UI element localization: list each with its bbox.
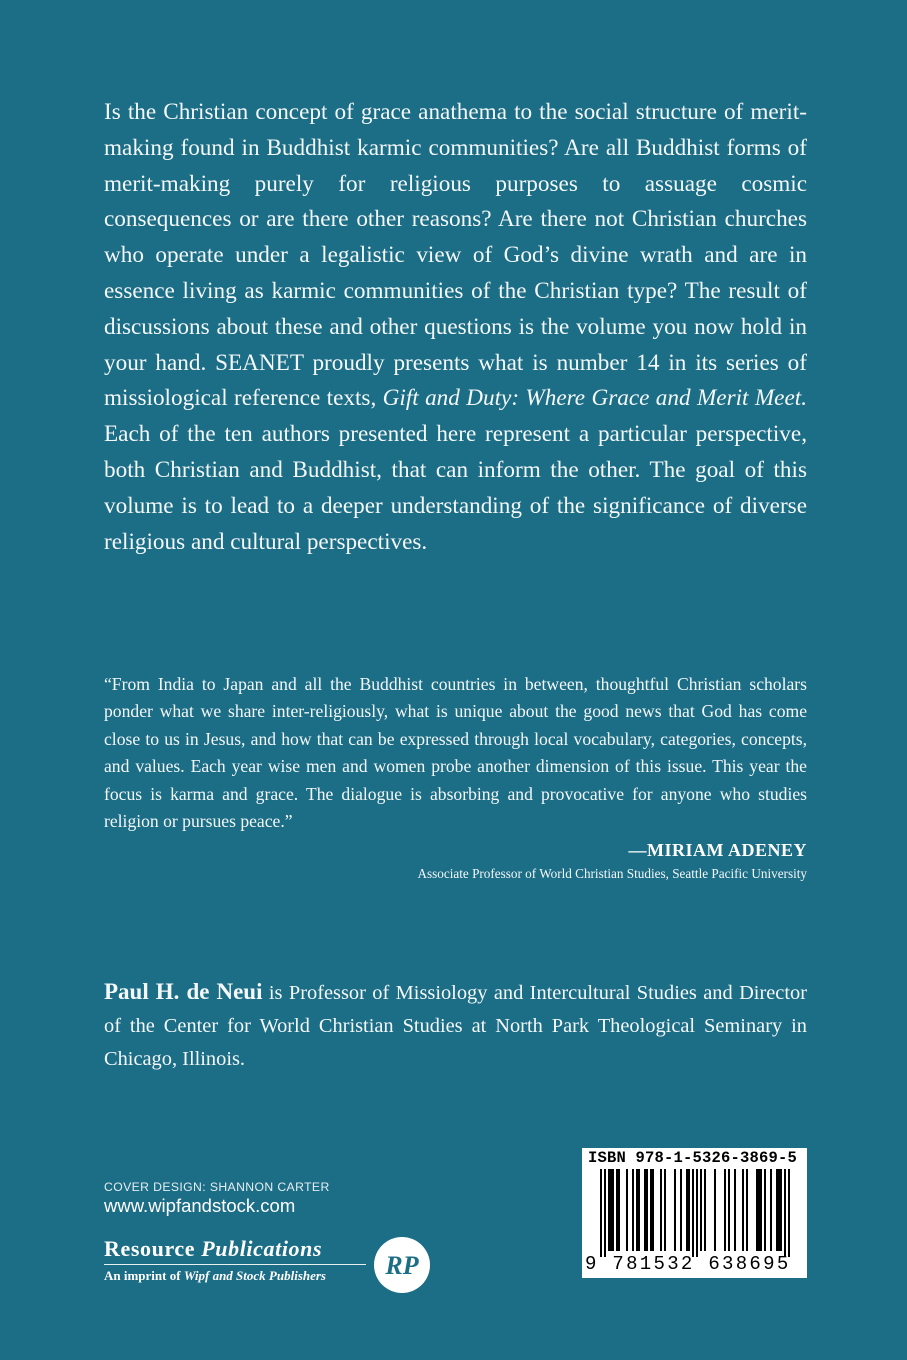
barcode-bar bbox=[664, 1169, 666, 1251]
barcode-bar bbox=[616, 1169, 618, 1251]
barcode-bar bbox=[618, 1169, 620, 1251]
description-text-part2: Each of the ten authors presented here represent a particular perspective, both Christian and Buddhist, that can inform the other. The goal of this volume is to lead to a deeper understanding of the significance of diverse religious and cultural perspectives. bbox=[104, 421, 807, 555]
barcode-bar bbox=[652, 1169, 654, 1251]
barcode-bar bbox=[692, 1169, 694, 1257]
barcode-bar bbox=[776, 1169, 778, 1251]
barcode-bar bbox=[728, 1169, 730, 1251]
barcode-bar bbox=[760, 1169, 762, 1251]
barcode-bar bbox=[758, 1169, 760, 1251]
isbn-label: ISBN 978-1-5326-3869-5 bbox=[588, 1149, 798, 1167]
barcode-bar bbox=[764, 1169, 766, 1251]
barcode-bar bbox=[610, 1169, 612, 1251]
publisher-imprint: An imprint of Wipf and Stock Publishers bbox=[104, 1268, 326, 1283]
endorser-title: Associate Professor of World Christian Studies, Seattle Pacific University bbox=[417, 866, 807, 881]
barcode-bar bbox=[714, 1169, 716, 1251]
barcode-bar bbox=[638, 1169, 640, 1251]
barcode-bar bbox=[696, 1169, 698, 1257]
rp-logo-text: RP bbox=[385, 1251, 419, 1280]
barcode-bar bbox=[604, 1169, 606, 1257]
barcode-bar bbox=[700, 1169, 702, 1251]
barcode-bar bbox=[686, 1169, 688, 1251]
author-name: Paul H. de Neui bbox=[104, 979, 263, 1004]
description-text-part1: Is the Christian concept of grace anathema to the social structure of merit-making found in Buddhist karmic communities? Are all Buddhist forms of merit-making purely for religious purposes to assuage cosmic consequences or are there other reasons? Are there not Christian churches who operate under a legalistic view of God’s divine wrath and are in essence living as karmic communities of the Christian type? The result of discussions about these and other questions is the volume you now hold in your hand. SEANET proudly presents what is number 14 in its series of missiological reference texts, bbox=[104, 99, 807, 412]
book-title: Gift and Duty: Where Grace and Merit Meet. bbox=[382, 385, 807, 412]
barcode-bar bbox=[646, 1169, 648, 1251]
barcode-bar bbox=[612, 1169, 614, 1251]
barcode-bar bbox=[704, 1169, 706, 1251]
isbn-barcode bbox=[582, 1148, 807, 1278]
barcode-bar bbox=[756, 1169, 758, 1251]
publisher-name: Resource Publications bbox=[104, 1236, 366, 1265]
barcode-bar bbox=[636, 1169, 638, 1251]
barcode-bar bbox=[788, 1169, 790, 1257]
barcode-bar bbox=[724, 1169, 726, 1251]
barcode-bar bbox=[746, 1169, 748, 1251]
endorser-name: —MIRIAM ADENEY bbox=[628, 840, 807, 860]
barcode-bar bbox=[778, 1169, 780, 1251]
description-paragraph bbox=[104, 95, 807, 560]
barcode-bar bbox=[674, 1169, 676, 1251]
barcode-bar bbox=[660, 1169, 662, 1251]
rp-logo-icon bbox=[373, 1236, 431, 1294]
endorsement-quote: “From India to Japan and all the Buddhist countries in between, thoughtful Christian scholars ponder what we share inter-religiously, what is unique about the good news that God has come close to us in Jesus, and how that can be expressed through local vocabulary, categories, concepts, and values. Each year wise men and women probe another dimension of this issue. This year the focus is karma and grace. The dialogue is absorbing and provocative for anyone who studies religion or pursues peace.” bbox=[104, 674, 807, 832]
barcode-bars bbox=[582, 1169, 807, 1257]
barcode-bar bbox=[680, 1169, 682, 1251]
barcode-bar bbox=[780, 1169, 782, 1251]
publisher-wordmark bbox=[104, 1236, 366, 1284]
barcode-bar bbox=[784, 1169, 786, 1257]
author-bio-text: is Professor of Missiology and Intercultural Studies and Director of the Center for World Christian Studies at North Park Theological Seminary in Chicago, Illinois. bbox=[104, 982, 807, 1070]
barcode-bar bbox=[770, 1169, 772, 1251]
publisher-website: www.wipfandstock.com bbox=[104, 1195, 296, 1216]
barcode-bar bbox=[608, 1169, 610, 1251]
barcode-bar bbox=[632, 1169, 634, 1251]
barcode-bar bbox=[734, 1169, 736, 1251]
barcode-bar bbox=[742, 1169, 744, 1251]
barcode-bar bbox=[626, 1169, 628, 1251]
cover-design-credit: COVER DESIGN: SHANNON CARTER bbox=[104, 1180, 330, 1194]
author-bio bbox=[104, 975, 807, 1076]
barcode-bar bbox=[600, 1169, 602, 1257]
barcode-digits: 9 781532 638695 bbox=[585, 1253, 791, 1275]
barcode-bar bbox=[644, 1169, 646, 1251]
barcode-bar bbox=[688, 1169, 690, 1251]
barcode-bar bbox=[650, 1169, 652, 1251]
